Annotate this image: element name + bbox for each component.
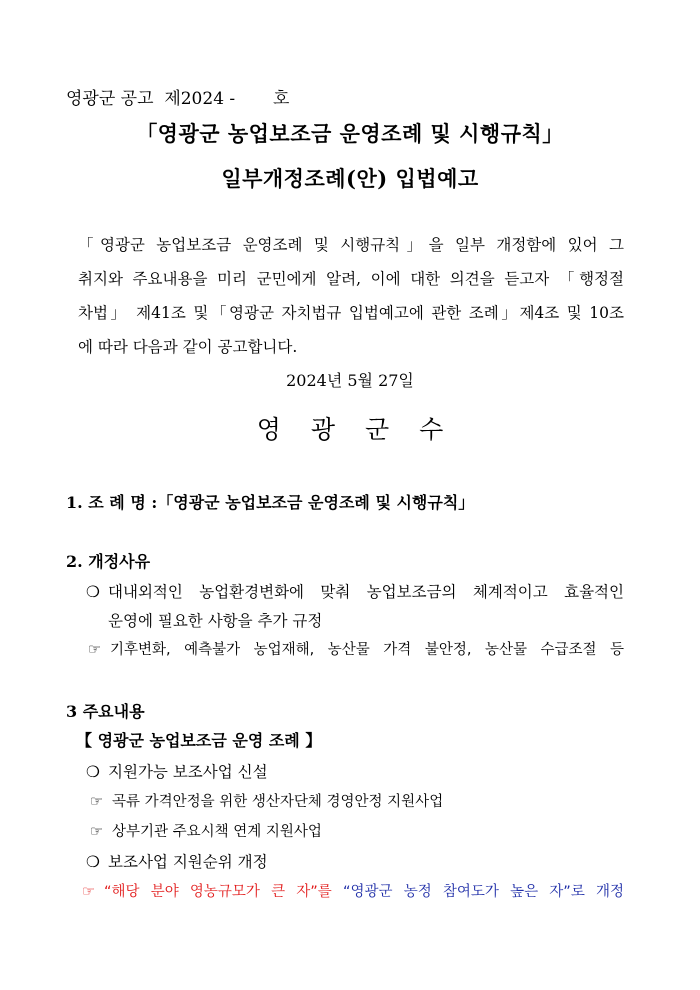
reason-detail-text: 기후변화, 예측불가 농업재해, 농산물 가격 불안정, 농산물 수급조절 등	[110, 642, 624, 658]
notice-date: 2024년 5월 27일	[286, 371, 414, 390]
intro-line: 「영광군 농업보조금 운영조례 및 시행규칙」을 일부 개정함에 있어 그	[78, 236, 624, 254]
connector-text: 를	[317, 884, 332, 900]
reason-item-continued: 운영에 필요한 사항을 추가 규정	[108, 612, 323, 630]
intro-line: 차법」 제41조 및「영광군 자치법규 입법예고에 관한 조례」제4조 및 10조	[78, 304, 624, 322]
content-item-text: 지원가능 보조사업 신설	[108, 763, 268, 781]
signer: 영광군수	[256, 415, 474, 444]
intro-line: 에 따라 다음과 같이 공고합니다.	[78, 338, 298, 356]
content-item	[86, 850, 268, 872]
reason-text: 대내외적인 농업환경변화에 맞춰 농업보조금의 체계적이고 효율적인	[108, 583, 624, 601]
content-item-text: 보조사업 지원순위 개정	[108, 853, 268, 871]
title-line-2: 일부개정조례(안) 입법예고	[221, 166, 479, 191]
intro-paragraph	[78, 228, 624, 364]
content-subitem-highlight	[82, 880, 624, 901]
section-main-content-heading: 3 주요내용	[66, 702, 145, 721]
content-subitem	[90, 790, 443, 811]
pointing-hand-icon: ☞	[90, 794, 103, 810]
circle-bullet-icon: ❍	[86, 583, 100, 601]
content-subitem	[90, 820, 322, 841]
intro-line: 취지와 주요내용을 미리 군민에게 알려, 이에 대한 의견을 듣고자 「행정절	[78, 270, 624, 288]
content-subitem-text: 곡류 가격안정을 위한 생산자단체 경영안정 지원사업	[112, 794, 444, 810]
title-line-1: 「영광군 농업보조금 운영조례 및 시행규칙」	[136, 121, 564, 146]
reason-detail	[88, 638, 624, 659]
circle-bullet-icon: ❍	[86, 853, 100, 871]
section-ordinance-name: 1. 조 례 명 :「영광군 농업보조금 운영조례 및 시행규칙」	[66, 493, 475, 512]
pointing-hand-icon: ☞	[88, 642, 101, 658]
change-suffix-text: 로 개정	[570, 884, 625, 900]
ordinance-subheading: 【 영광군 농업보조금 운영 조례 】	[76, 731, 322, 750]
section-revision-reason-heading: 2. 개정사유	[66, 552, 151, 571]
content-subitem-text: 상부기관 주요시책 연계 지원사업	[112, 824, 322, 840]
reason-item	[86, 580, 624, 602]
pointing-hand-icon: ☞	[82, 884, 95, 900]
content-item	[86, 760, 268, 782]
old-criterion-text: “해당 분야 영농규모가 큰 자”	[104, 884, 318, 900]
pointing-hand-icon: ☞	[90, 824, 103, 840]
circle-bullet-icon: ❍	[86, 763, 100, 781]
new-criterion-text: “영광군 농정 참여도가 높은 자”	[343, 884, 571, 900]
notice-number: 영광군 공고 제2024 - 호	[66, 89, 290, 109]
